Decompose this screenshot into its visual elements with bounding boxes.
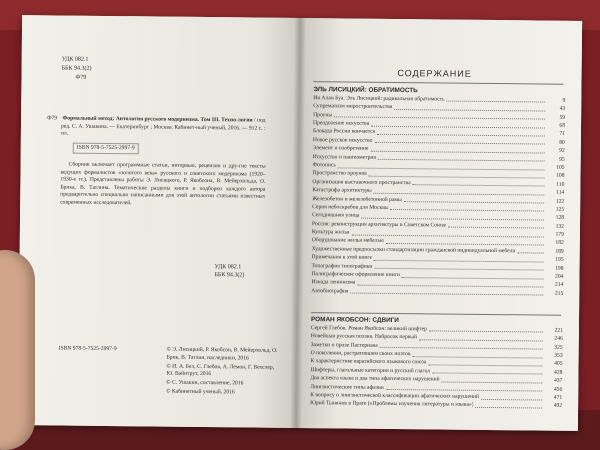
toc-entry-title: Художественные предпосылки стандартизации гражданской индивидуальной мебели <box>311 245 516 255</box>
code-line: Ф79 <box>75 74 87 81</box>
toc-entry-title: Ив Алан Буа. Эль Лисицкий: радикальная обратимость <box>313 94 445 103</box>
dot-leader <box>404 201 545 203</box>
udk-block-bottom <box>214 263 274 280</box>
catalog-code: Ф79 <box>47 115 58 122</box>
toc-entry-title: Изнада ленинизма <box>311 279 356 287</box>
toc-entry-page: 471 <box>553 394 563 401</box>
toc-entry-page: 198 <box>555 265 564 272</box>
toc-entry-title: Автобиография <box>311 287 349 295</box>
toc-entry-page: 204 <box>555 273 564 280</box>
toc-entry-title: Полиграфическое оформление книги <box>311 271 400 279</box>
toc-entry-page: 9 <box>562 97 566 104</box>
toc-entry-title: Проуны <box>313 111 333 118</box>
toc-entry-page: 43 <box>559 105 566 113</box>
toc-entry-title: Пространство проунов <box>312 170 367 178</box>
toc-entry-title: Железобетон и железобетонной рамы <box>312 195 402 203</box>
holding-finger <box>0 250 35 450</box>
toc-entry-page: 353 <box>554 352 563 359</box>
section-title-jakobson: РОМАН ЯКОБСОН: СДВИГИ <box>310 316 399 325</box>
toc-entry-title: Шифтеры, глагольные категории и русский глагол <box>310 366 431 375</box>
toc-entry-title: Юрий Тынянов в Праге («Проблемы изучения литературы и языка») <box>310 400 474 409</box>
rights-line: © Кабинетный ученый, 2016 <box>166 388 235 396</box>
copyright-block <box>58 345 281 396</box>
bbk-line-bottom: ББК 94.3(2) <box>214 272 245 279</box>
dot-leader <box>428 364 542 366</box>
toc-entry-page: 189 <box>555 248 564 255</box>
toc-entry-title: Культура жилья <box>311 229 350 236</box>
toc-entry-page: 246 <box>554 335 563 342</box>
toc-heading: СОДЕРЖАНИЕ <box>397 68 472 79</box>
toc-entry-page: 59 <box>559 114 566 121</box>
open-book <box>18 15 582 431</box>
toc-entry-page: 405 <box>554 361 563 368</box>
toc-entry-page: 71 <box>559 131 565 138</box>
toc-entry-title: Преодоление искусства <box>313 120 370 127</box>
dot-leader <box>429 331 543 333</box>
toc-entry-page: 125 <box>555 206 565 213</box>
toc-entry-page: 80 <box>559 139 565 146</box>
section-title-lissitzky: ЭЛЬ ЛИСИЦКИЙ: ОБРАТИМОСТЬ <box>313 86 418 95</box>
toc-entry <box>310 400 562 411</box>
toc-entry-title: Новое русское искусство <box>312 136 373 144</box>
toc-entry-title: Элемент и изобретение <box>312 145 369 152</box>
dot-leader <box>476 407 543 409</box>
toc-entry-title: Лингвистические типы афазии <box>310 383 384 391</box>
toc-entry-page: 128 <box>555 214 565 222</box>
dot-leader <box>412 356 542 358</box>
isbn-box: ISBN 978-5-7525-2997-9 <box>73 142 139 154</box>
toc-entry-page: 437 <box>553 377 563 384</box>
toc-entry-page: 325 <box>554 344 563 351</box>
toc-entry-page: 428 <box>554 369 563 376</box>
toc-entry-title: Заметки о прозе Пастернака <box>310 341 378 349</box>
toc-entry-page: 214 <box>554 282 564 289</box>
book-title: Формальный метод: Антология русского модернизма. Том III. Техно-логии <box>62 115 253 124</box>
toc-entry-page: 492 <box>553 403 563 410</box>
toc-entry-page: 456 <box>553 386 563 393</box>
dot-leader <box>413 184 545 186</box>
isbn-bottom: ISBN 978-5-7525-2997-9 <box>58 345 117 353</box>
toc-entry-title: Организация выставочного пространства <box>312 178 411 186</box>
toc-entry-page: 110 <box>556 181 565 188</box>
toc-entry-title: Топография типографики <box>311 262 373 270</box>
toc-entry-title: Оборудование жилья мебелью <box>311 237 385 245</box>
toc-entry-title: Супрематизм миростроительства <box>313 103 393 111</box>
toc-list-jakobson <box>310 324 563 411</box>
dot-leader <box>391 209 545 212</box>
toc-entry-page: 122 <box>555 198 565 205</box>
toc-entry-page: 108 <box>556 173 565 180</box>
toc-entry-title: Серия небоскребов для Москвы <box>312 204 389 211</box>
toc-entry-page: 221 <box>554 327 563 334</box>
toc-entry-page: 105 <box>556 164 565 171</box>
udk-line-bottom: УДК 082.1 <box>214 264 242 271</box>
rights-line: © Э. Лисицкий, Р. Якобсон, В. Мейерхольд, О. Брик, В. Татлин, наследники, 2016 <box>166 346 278 362</box>
dot-leader <box>386 389 542 392</box>
toc-entry-page: 68 <box>559 122 566 129</box>
bbk-line: ББК 94.3(2) <box>61 65 92 72</box>
heading-rule <box>313 81 563 85</box>
rights-line: © С. Ушакин, составление, 2016 <box>166 379 244 387</box>
toc-entry-title: К вопросу о лингвистической классификации афатических нарушений <box>310 392 479 400</box>
toc-entry-title: Примечания к этой книге <box>311 254 373 262</box>
dot-leader <box>447 101 546 103</box>
toc-entry-title: О поколении, растратившем своих поэтов <box>310 350 411 358</box>
toc-entry-page: 92 <box>559 147 565 154</box>
toc-entry-page: 179 <box>555 231 564 238</box>
toc-entry-title: Два аспекта языка и два типа афатических нарушений <box>310 375 440 383</box>
dot-leader <box>350 293 543 296</box>
udk-line: УДК 082.1 <box>61 56 89 63</box>
toc-entry-title: Блокада России кончается <box>312 128 376 136</box>
toc-list-lissitzky <box>311 94 565 298</box>
toc-entry-title: Россия: реконструкция архитектуры в Советском Союзе <box>311 220 446 229</box>
toc-entry-page: 114 <box>556 189 565 196</box>
book-imprint: / под ред. С. А. Ушакина. — Екатеринбург ; Москва: Кабинет-ный ученый, 2016. — 912 с. : ил. <box>60 117 266 137</box>
section-rule <box>311 312 561 316</box>
dot-leader <box>394 109 545 112</box>
toc-entry-title: Сергей Глебов. Роман Якобсон: великий шифтер <box>310 324 427 333</box>
abstract-text: Сборник включает программные статьи, интервью, рецензии и дру-гие тексты ведущих формалистов «золотого века» русского и советского модернизма (1920–1930-е гг.). Представлены работы Э. Лисицкого, Р. Якобсона, В. Мейерхольда, О. Брика, В. Татлина. Тематические разделы книги и подборки каждого автора предварительно специально написанными для этой антологии статьями известных современных исследователей. <box>60 161 266 207</box>
toc-entry-title: Катастрофа архитектуры <box>312 187 372 194</box>
toc-entry-page: 95 <box>559 156 565 163</box>
bibliographic-description <box>47 115 266 209</box>
rights-line: © И. А. Бел, С. Глебов, А. Лемон, Г. Вехслер, Ю. Вайнтрут, 2016 <box>166 363 275 378</box>
dot-leader <box>419 339 543 341</box>
toc-entry-title: Фотопись <box>312 162 336 169</box>
toc-entry-page: 182 <box>555 240 564 247</box>
dot-leader <box>432 373 542 375</box>
dot-leader <box>442 381 543 383</box>
toc-entry-title: Новейшая русская поэзия. Набросок первый <box>310 333 418 341</box>
dot-leader <box>517 253 543 254</box>
udk-block-top <box>61 55 121 83</box>
toc-entry <box>311 287 563 298</box>
dot-leader <box>402 277 544 279</box>
toc-entry-title: Сегодняшняя улица <box>312 212 360 219</box>
toc-entry-page: 132 <box>555 223 565 230</box>
toc-entry-title: Искусство и пангеометрия <box>312 153 377 161</box>
dot-leader <box>448 227 544 229</box>
dot-leader <box>481 398 542 400</box>
rights-list <box>166 347 282 399</box>
right-page <box>296 18 582 431</box>
left-page <box>18 15 300 428</box>
toc-entry-page: 195 <box>555 256 564 264</box>
toc-entry-title: К характеристике евразийского языкового союза <box>310 358 427 366</box>
toc-entry-page: 215 <box>554 290 564 297</box>
